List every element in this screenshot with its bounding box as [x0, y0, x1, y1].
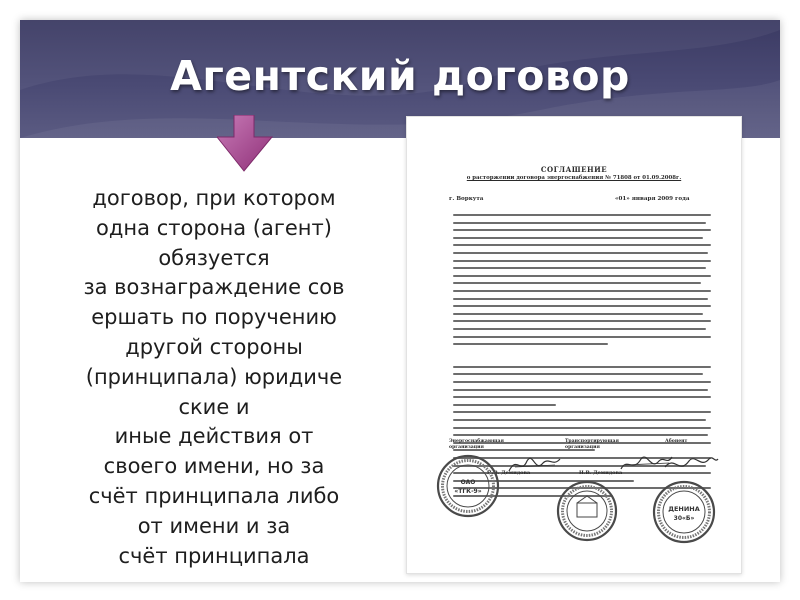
seal-stamp-icon [555, 479, 619, 543]
document-text-line [453, 317, 711, 325]
document-text-line [453, 219, 711, 227]
document-text-line [453, 424, 711, 432]
document-text-line [453, 226, 711, 234]
agreement-document-scan [406, 116, 742, 574]
document-text-line [453, 310, 711, 318]
definition-line: своего имени, но за [103, 454, 325, 479]
document-text-line [453, 378, 711, 386]
document-subtitle: о расторжении договора энергоснабжения № 71808 от 01.09.2008г. [466, 175, 682, 181]
definition-line: от имени и за [137, 513, 291, 538]
signature-scribble-1 [507, 453, 562, 477]
document-text-line [453, 370, 711, 378]
document-date: «01» января 2009 года [615, 196, 690, 202]
definition-line: ершать по поручению [91, 305, 337, 330]
document-text-line [453, 272, 711, 280]
document-text-line [453, 241, 711, 249]
signature-label-transport: Транспортирующая организация [565, 439, 619, 450]
document-text-line [453, 340, 711, 348]
document-text-line [453, 287, 711, 295]
document-text-line [453, 249, 711, 257]
down-arrow-icon [217, 115, 275, 173]
svg-text:ОАО: ОАО [460, 479, 476, 486]
document-title: СОГЛАШЕНИЕ [540, 165, 608, 174]
document-city: г. Воркута [449, 196, 484, 202]
definition-line: договор, при котором [92, 186, 336, 210]
page-title: Агентский договор [170, 52, 630, 100]
document-text-line [453, 355, 711, 363]
definition-line: обязуется [158, 245, 270, 270]
document-text-line [453, 211, 711, 219]
document-text-line [453, 234, 711, 242]
document-text-line [453, 264, 711, 272]
definition-line: (принципала) юридиче [85, 364, 343, 389]
signature-name-transport: Н.В. Демидова [579, 470, 623, 476]
slide [20, 20, 780, 582]
signature-label-subscriber: Абонент [665, 439, 688, 444]
definition-text [24, 184, 404, 571]
document-text-line [453, 416, 711, 424]
document-text-line [453, 279, 711, 287]
definition-line: счёт принципала [118, 543, 310, 568]
document-text-line [453, 257, 711, 265]
seal-stamp-icon [435, 453, 501, 519]
document-text-line [453, 408, 711, 416]
document-text-line [453, 431, 711, 439]
signature-scribble-3 [663, 453, 719, 477]
document-text-line [453, 348, 711, 356]
document-text-line [453, 363, 711, 371]
svg-text:«ТГК-9»: «ТГК-9» [454, 488, 482, 495]
seal-stamp-icon [651, 479, 717, 545]
definition-line: за вознаграждение сов [83, 275, 345, 300]
document-text-line [453, 295, 711, 303]
definition-line: иные действия от [114, 424, 314, 449]
document-text-line [453, 401, 711, 409]
signature-label-supplier: Энергоснабжающая организация [449, 439, 504, 450]
definition-line: одна сторона (агент) [96, 215, 332, 240]
definition-line: счёт принципала либо [88, 483, 340, 508]
document-text-line [453, 333, 711, 341]
document-text-line [453, 302, 711, 310]
document-text-line [453, 393, 711, 401]
signature-name-supplier: Н.В. Демидова [487, 470, 531, 476]
document-text-line [453, 386, 711, 394]
svg-text:30«Б»: 30«Б» [673, 515, 695, 522]
definition-line: другой стороны [125, 334, 303, 359]
svg-text:ДЕНИНА: ДЕНИНА [668, 505, 700, 513]
definition-line: ские и [178, 394, 250, 419]
document-text-line [453, 325, 711, 333]
